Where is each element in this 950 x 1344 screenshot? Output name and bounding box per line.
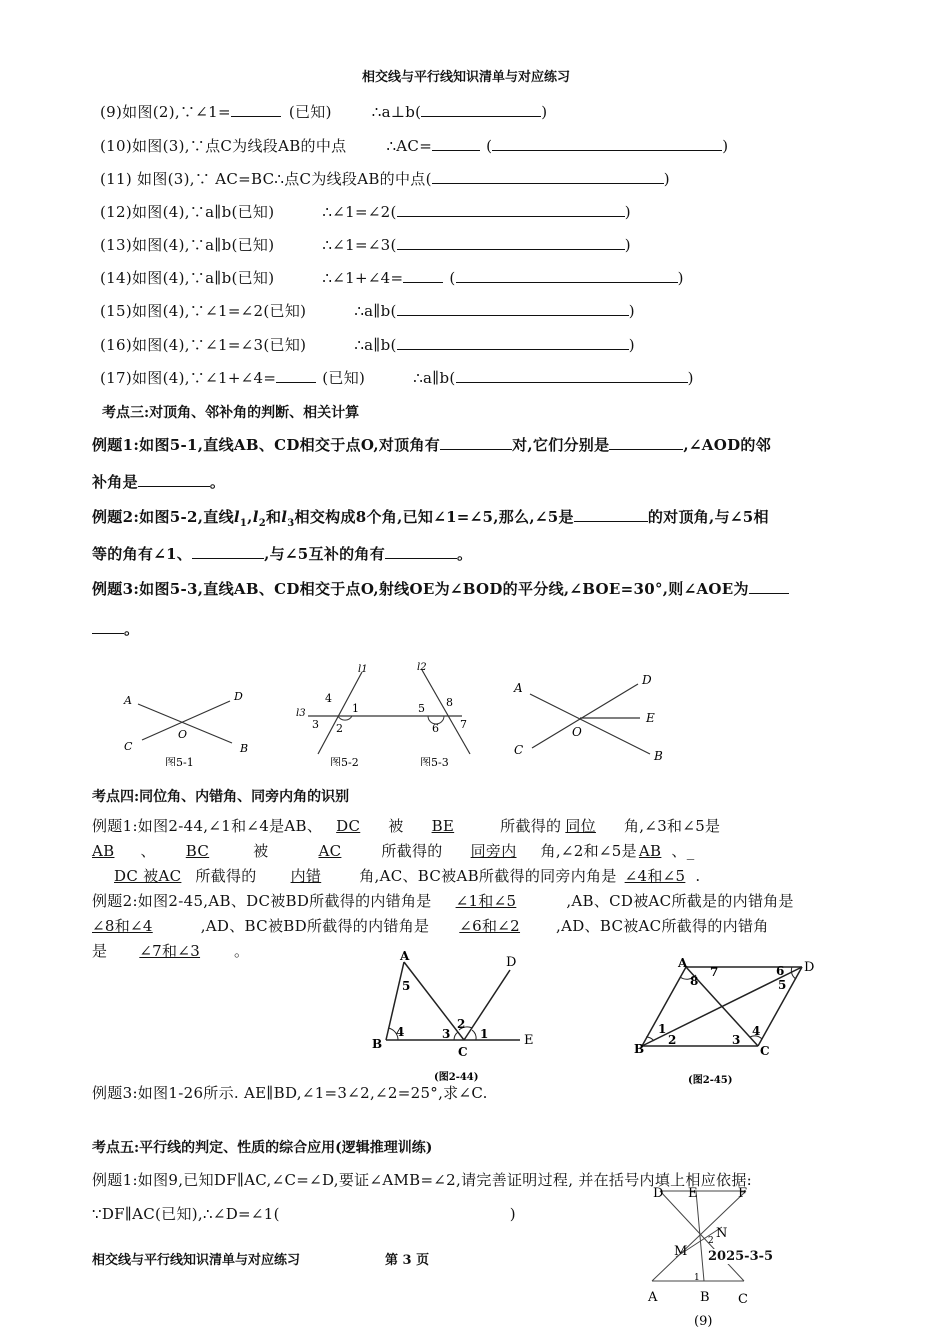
fig244-label-d: D — [506, 955, 517, 970]
sec4-e1-answer-ab: AB — [92, 842, 115, 860]
footer-title: 相交线与平行线知识清单与对应练习 — [92, 1253, 301, 1268]
sec3-e2-blank-2[interactable] — [192, 544, 264, 559]
fig52-label-l3: l3 — [296, 708, 306, 719]
fig245-angle-5: 5 — [778, 978, 787, 992]
sec4-e1-text-8: 、_ — [671, 842, 695, 860]
question-17 — [100, 367, 694, 388]
sec3-example-1-line-2 — [92, 471, 225, 492]
sec4-e1-answer-be: BE — [431, 817, 455, 835]
sec4-e2-text-5: 是 — [92, 942, 108, 960]
sec4-e1-answer-45: ∠4和∠5 — [624, 867, 686, 885]
sec3-e2-text-5: ,与∠5互补的角有 — [264, 545, 386, 563]
fig51-label-c: C — [124, 740, 133, 753]
sec4-e2-text-6: 。 — [234, 942, 250, 960]
q14-text: (14)如图(4),∵a∥b(已知) — [100, 269, 275, 287]
fig9-caption: (9) — [694, 1314, 713, 1329]
fig244-label-e: E — [524, 1033, 534, 1048]
question-10 — [100, 135, 728, 156]
q13-text: (13)如图(4),∵a∥b(已知) — [100, 236, 275, 254]
fig52-angle-8: 8 — [446, 696, 453, 709]
fig9-label-n: N — [716, 1226, 728, 1241]
q13-blank[interactable] — [397, 235, 625, 250]
q17-text: (17)如图(4),∵∠1+∠4= — [100, 369, 277, 387]
fig52-caption: 图5-2 — [330, 756, 359, 766]
sec3-example-3-line-1 — [92, 578, 789, 599]
q10-blank-1[interactable] — [432, 136, 480, 151]
q15-text: (15)如图(4),∵∠1=∠2(已知) — [100, 302, 307, 320]
fig53-label-d: D — [642, 673, 652, 687]
figure-5-2 — [296, 662, 470, 766]
q17-text-3: ∴a∥b( — [413, 369, 456, 387]
sec3-e3-text-2: 。 — [124, 620, 140, 638]
sec4-e2-text-4: ,AD、BC被AC所截得的内错角 — [556, 917, 769, 935]
sec4-e1-answer-bc: BC — [185, 842, 210, 860]
fig52-angle-7: 7 — [460, 718, 467, 731]
fig9-label-f: F — [738, 1186, 748, 1201]
sec3-e1-text-2: 对,它们分别是 — [512, 436, 610, 454]
fig51-label-b: B — [240, 742, 249, 755]
sec4-e1-text-6: 所截得的 — [381, 842, 443, 860]
fig245-label-c: C — [760, 1044, 770, 1058]
sec5-proof-line-1 — [92, 1203, 516, 1224]
figure-5-3 — [420, 673, 663, 766]
q11-blank[interactable] — [432, 169, 664, 184]
fig53-label-o: O — [572, 725, 582, 739]
fig245-angle-6: 6 — [776, 964, 785, 978]
sec3-example-3-line-2 — [92, 618, 139, 639]
sec3-e2-text-4: 等的角有∠1、 — [92, 545, 193, 563]
fig9-label-d: D — [653, 1186, 664, 1201]
sec3-e2-text-3: 的对顶角,与∠5相 — [647, 508, 769, 526]
sec4-example-3: 例题3:如图1-26所示. AE∥BD,∠1=3∠2,∠2=25°,求∠C. — [92, 1084, 488, 1102]
sec4-e2-answer-15: ∠1和∠5 — [455, 892, 517, 910]
q10-blank-2[interactable] — [492, 136, 722, 151]
figure-2-44 — [368, 944, 548, 1084]
q16-text: (16)如图(4),∵∠1=∠3(已知) — [100, 336, 307, 354]
sec3-e2-he: 和 — [265, 508, 282, 526]
question-14 — [100, 267, 684, 288]
sec4-e1-dun: 、 — [140, 842, 156, 860]
sec4-e2-text-3: ,AD、BC被BD所截得的内错角是 — [200, 917, 430, 935]
sec4-e1-text-2: 被 — [388, 817, 404, 835]
sec3-e1-blank-2[interactable] — [609, 435, 683, 450]
sec3-e1-text-4: 补角是 — [92, 473, 138, 491]
question-9 — [100, 101, 547, 122]
question-16 — [100, 334, 635, 355]
fig9-angle-1: 1 — [694, 1273, 700, 1283]
sec5-p1-text: ∵DF∥AC(已知),∴∠D=∠1( — [92, 1205, 280, 1223]
fig245-label-a: A — [678, 956, 688, 970]
fig52-angle-2: 2 — [336, 722, 343, 735]
fig244-angle-2: 2 — [457, 1017, 466, 1031]
sec4-e1-text-11: . — [695, 867, 701, 885]
sec3-e2-blank-1[interactable] — [574, 507, 648, 522]
fig52-label-l1: l1 — [358, 664, 368, 675]
q16-blank[interactable] — [397, 335, 629, 350]
q10-text-4: ) — [722, 137, 729, 155]
sec3-e1-blank-1[interactable] — [440, 435, 512, 450]
figure-2-45 — [632, 953, 822, 1088]
q9-text: (9)如图(2),∵∠1= — [100, 103, 231, 121]
fig245-label-b: B — [634, 1042, 645, 1056]
fig244-angle-1: 1 — [480, 1027, 489, 1041]
sec4-e2-answer-73: ∠7和∠3 — [139, 942, 201, 960]
fig9-label-b: B — [700, 1290, 710, 1305]
sec4-e1-text-7: 角,∠2和∠5是 — [540, 842, 637, 860]
q11-text-2: ) — [663, 170, 670, 188]
q10-text-3: ( — [486, 137, 493, 155]
fig52-angle-5: 5 — [418, 702, 425, 715]
sec3-e1-text-3: ,∠AOD的邻 — [683, 436, 772, 454]
q14-text-2: ∴∠1+∠4= — [322, 269, 404, 287]
sec3-e3-blank-2[interactable] — [92, 619, 124, 634]
sec4-e1-answer-tongwei: 同位 — [565, 817, 596, 835]
sec3-e2-sub-2: 2 — [258, 518, 266, 529]
sec3-e3-text: 例题3:如图5-3,直线AB、CD相交于点O,射线OE为∠BOD的平分线,∠BOE=30°,则∠AOE为 — [92, 580, 749, 598]
q16-text-2: ∴a∥b( — [354, 336, 397, 354]
sec3-e3-blank-1[interactable] — [749, 579, 789, 594]
q17-blank-2[interactable] — [456, 368, 688, 383]
footer-page-number: 第 3 页 — [385, 1253, 430, 1268]
fig53-label-b: B — [654, 749, 663, 763]
fig244-label-c: C — [458, 1045, 468, 1059]
sec5-p1-blank[interactable] — [280, 1205, 510, 1219]
section-3-title: 考点三:对顶角、邻补角的判断、相关计算 — [102, 405, 360, 421]
q17-blank-1[interactable] — [276, 368, 316, 383]
section-4-title: 考点四:同位角、内错角、同旁内角的识别 — [92, 789, 350, 805]
section-5-title: 考点五:平行线的判定、性质的综合应用(逻辑推理训练) — [92, 1140, 433, 1156]
fig245-angle-3: 3 — [732, 1033, 741, 1047]
sec4-e1-answer-tongpangnei: 同旁内 — [470, 842, 517, 860]
q12-text-2: ∴∠1=∠2( — [322, 203, 397, 221]
sec4-e2-answer-84: ∠8和∠4 — [92, 917, 153, 935]
fig244-angle-4: 4 — [396, 1025, 405, 1039]
sec4-example-2-line-3 — [92, 940, 249, 961]
q9-blank-2[interactable] — [421, 102, 541, 117]
q16-text-3: ) — [628, 336, 635, 354]
fig244-caption: (图2-44) — [434, 1072, 479, 1083]
sec4-example-2-line-2 — [92, 915, 769, 936]
sec5-p1-text-2: ) — [509, 1205, 516, 1223]
sec3-example-2-line-1 — [92, 506, 769, 529]
sec4-e1-text-3: 所截得的 — [500, 817, 562, 835]
fig9-label-c: C — [738, 1292, 748, 1307]
sec4-e2-text-2: ,AB、CD被AC所截是的内错角是 — [566, 892, 794, 910]
sec4-e1-text-4: 角,∠3和∠5是 — [623, 817, 721, 835]
q10-text: (10)如图(3),∵点C为线段AB的中点 — [100, 137, 347, 155]
fig53-label-e: E — [646, 711, 655, 725]
q14-blank-2[interactable] — [456, 268, 678, 283]
question-11 — [100, 168, 670, 189]
sec4-example-1-line-2 — [92, 840, 695, 861]
fig9-label-e: E — [688, 1186, 698, 1201]
q9-blank-1[interactable] — [231, 102, 281, 117]
fig244-label-a: A — [400, 949, 410, 963]
fig51-caption: 图5-1 — [165, 756, 194, 766]
question-12 — [100, 201, 631, 222]
sec3-e2-sub: 1 — [239, 518, 248, 529]
fig52-angle-3: 3 — [312, 718, 319, 731]
fig245-angle-7: 7 — [710, 965, 719, 979]
fig52-angle-4: 4 — [325, 692, 332, 705]
q15-text-2: ∴a∥b( — [354, 302, 397, 320]
sec3-e2-comma: , — [247, 508, 253, 526]
sec3-e2-text: 例题2:如图5-2,直线 — [92, 508, 234, 526]
q14-text-4: ) — [677, 269, 684, 287]
sec4-e1-answer-neicuo: 内错 — [290, 867, 322, 885]
q14-text-3: ( — [449, 269, 456, 287]
q13-text-3: ) — [624, 236, 631, 254]
q12-text: (12)如图(4),∵a∥b(已知) — [100, 203, 275, 221]
sec4-e1-text-5: 被 — [253, 842, 269, 860]
fig244-angle-5: 5 — [402, 979, 411, 993]
figure-5-1 — [123, 690, 248, 766]
sec4-e1-text-9: 所截得的 — [195, 867, 257, 885]
sec5-example-1: 例题1:如图9,已知DF∥AC,∠C=∠D,要证∠AMB=∠2,请完善证明过程, 并在括号内填上相应依据: — [92, 1171, 752, 1189]
fig51-label-o: O — [178, 728, 188, 741]
sec3-e2-text-2: 相交构成8个角,已知∠1=∠5,那么,∠5是 — [294, 508, 574, 526]
sec4-e1-text-10: 角,AC、BC被AB所截得的同旁内角是 — [359, 867, 617, 885]
fig245-label-d: D — [804, 960, 815, 975]
q13-text-2: ∴∠1=∠3( — [322, 236, 397, 254]
q14-blank-1[interactable] — [403, 268, 443, 283]
q12-blank[interactable] — [397, 202, 625, 217]
q9-text-2: (已知) — [288, 103, 332, 121]
page-header-title: 相交线与平行线知识清单与对应练习 — [362, 70, 571, 85]
q10-text-2: ∴AC= — [386, 137, 433, 155]
sec3-e1-text-5: 。 — [209, 473, 226, 491]
fig53-caption: 图5-3 — [420, 756, 449, 766]
fig52-angle-6: 6 — [432, 722, 439, 735]
sec3-e1-text: 例题1:如图5-1,直线AB、CD相交于点O,对顶角有 — [92, 436, 441, 454]
q9-text-3: ∴a⊥b( — [371, 103, 422, 121]
fig51-label-d: D — [234, 690, 243, 703]
fig245-caption: (图2-45) — [688, 1075, 733, 1086]
q15-blank[interactable] — [397, 301, 629, 316]
q17-text-2: (已知) — [322, 369, 366, 387]
sec3-e2-blank-3[interactable] — [385, 544, 457, 559]
figures-5-row — [0, 656, 950, 766]
sec4-e2-text: 例题2:如图2-45,AB、DC被BD所截得的内错角是 — [92, 892, 432, 910]
sec3-e2-l-3: l — [281, 508, 288, 526]
fig245-angle-8: 8 — [690, 974, 699, 988]
fig244-angle-3: 3 — [442, 1027, 451, 1041]
sec4-example-2-line-1 — [92, 890, 794, 911]
sec4-e2-answer-62: ∠6和∠2 — [459, 917, 521, 935]
sec3-example-1-line-1 — [92, 434, 771, 455]
sec4-e1-answer-ac: AC — [318, 842, 342, 860]
q11-text: (11) 如图(3),∵ AC=BC∴点C为线段AB的中点( — [100, 170, 432, 188]
q15-text-3: ) — [628, 302, 635, 320]
sec3-e1-blank-3[interactable] — [138, 472, 210, 487]
footer-date: 2025-3-5 — [708, 1249, 774, 1264]
fig52-label-l2: l2 — [417, 662, 427, 673]
q9-text-4: ) — [541, 103, 548, 121]
fig245-angle-2: 2 — [668, 1033, 677, 1047]
sec3-e2-l: l — [233, 508, 240, 526]
sec4-example-1-line-3 — [92, 865, 700, 886]
sec3-e2-sub-3: 3 — [287, 518, 295, 529]
question-13 — [100, 234, 631, 255]
fig51-label-a: A — [124, 694, 132, 707]
fig53-label-c: C — [514, 743, 524, 757]
q17-text-4: ) — [687, 369, 694, 387]
fig9-angle-2: 2 — [708, 1236, 714, 1246]
q12-text-3: ) — [624, 203, 631, 221]
sec4-e1-text: 例题1:如图2-44,∠1和∠4是AB、 — [92, 817, 323, 835]
sec4-e1-answer-dc-ac: DC 被AC — [114, 867, 182, 885]
sec4-e1-answer-ab-2: AB — [638, 842, 662, 860]
fig245-angle-4: 4 — [752, 1024, 761, 1038]
sec4-e1-answer-dc: DC — [336, 817, 361, 835]
sec3-e2-l-2: l — [252, 508, 259, 526]
fig9-label-m: M — [674, 1244, 688, 1259]
sec3-e2-text-6: 。 — [457, 545, 473, 563]
fig245-angle-1: 1 — [658, 1022, 667, 1036]
question-15 — [100, 300, 635, 321]
fig244-label-b: B — [372, 1037, 383, 1051]
fig9-label-a: A — [648, 1290, 658, 1305]
sec4-example-1-line-1 — [92, 815, 720, 836]
fig53-label-a: A — [514, 681, 523, 695]
fig52-angle-1: 1 — [352, 702, 359, 715]
sec3-example-2-line-2 — [92, 543, 472, 564]
